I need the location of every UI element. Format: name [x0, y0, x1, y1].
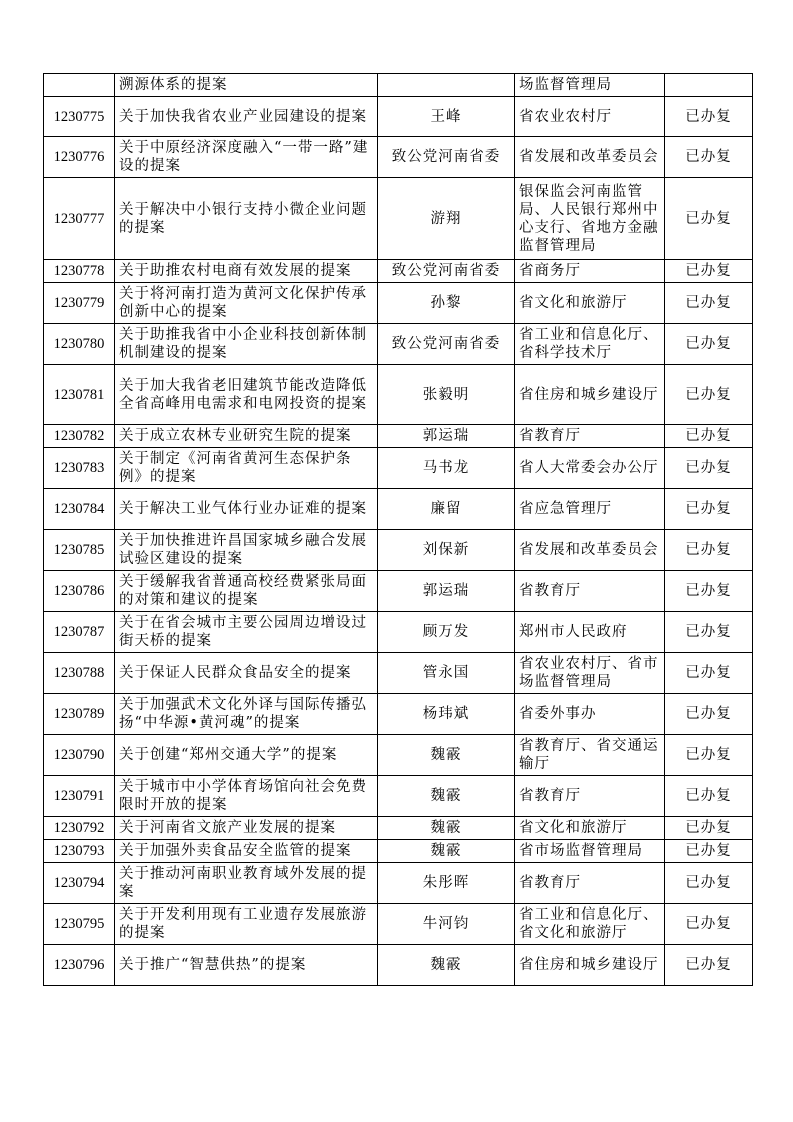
status-cell: 已办复 — [665, 137, 753, 178]
proposal-id-cell: 1230790 — [44, 735, 115, 776]
proposer-cell: 致公党河南省委 — [378, 260, 515, 283]
status-cell: 已办复 — [665, 817, 753, 840]
table-row — [44, 904, 753, 945]
proposal-id-cell: 1230777 — [44, 178, 115, 260]
proposal-title-cell: 关于河南省文旅产业发展的提案 — [115, 817, 378, 840]
table-row — [44, 776, 753, 817]
handler-cell: 场监督管理局 — [515, 74, 665, 97]
table-row — [44, 945, 753, 986]
handler-cell: 省文化和旅游厅 — [515, 283, 665, 324]
proposal-id-cell: 1230779 — [44, 283, 115, 324]
status-cell: 已办复 — [665, 178, 753, 260]
proposer-cell: 刘保新 — [378, 530, 515, 571]
table-row — [44, 735, 753, 776]
status-cell: 已办复 — [665, 365, 753, 425]
proposal-title-cell: 关于将河南打造为黄河文化保护传承创新中心的提案 — [115, 283, 378, 324]
status-cell: 已办复 — [665, 448, 753, 489]
proposal-table — [43, 73, 753, 986]
proposal-id-cell: 1230783 — [44, 448, 115, 489]
proposal-title-cell: 关于加快我省农业产业园建设的提案 — [115, 97, 378, 137]
proposal-title-cell: 溯源体系的提案 — [115, 74, 378, 97]
table-row — [44, 840, 753, 863]
proposal-title-cell: 关于加强外卖食品安全监管的提案 — [115, 840, 378, 863]
proposer-cell: 魏霰 — [378, 945, 515, 986]
proposer-cell: 朱彤晖 — [378, 863, 515, 904]
handler-cell: 省教育厅 — [515, 425, 665, 448]
status-cell: 已办复 — [665, 283, 753, 324]
proposer-cell: 杨玮斌 — [378, 694, 515, 735]
status-cell: 已办复 — [665, 571, 753, 612]
proposal-title-cell: 关于解决工业气体行业办证难的提案 — [115, 489, 378, 530]
table-row — [44, 817, 753, 840]
proposal-title-cell: 关于推广“智慧供热”的提案 — [115, 945, 378, 986]
handler-cell: 郑州市人民政府 — [515, 612, 665, 653]
handler-cell: 省住房和城乡建设厅 — [515, 945, 665, 986]
handler-cell: 省农业农村厅、省市场监督管理局 — [515, 653, 665, 694]
table-row — [44, 694, 753, 735]
proposer-cell: 马书龙 — [378, 448, 515, 489]
table-row — [44, 324, 753, 365]
proposal-id-cell: 1230792 — [44, 817, 115, 840]
proposal-title-cell: 关于保证人民群众食品安全的提案 — [115, 653, 378, 694]
table-row — [44, 425, 753, 448]
proposer-cell: 致公党河南省委 — [378, 137, 515, 178]
handler-cell: 省应急管理厅 — [515, 489, 665, 530]
handler-cell: 省文化和旅游厅 — [515, 817, 665, 840]
table-row — [44, 137, 753, 178]
handler-cell: 省教育厅 — [515, 571, 665, 612]
table-row — [44, 571, 753, 612]
proposal-title-cell: 关于加大我省老旧建筑节能改造降低全省高峰用电需求和电网投资的提案 — [115, 365, 378, 425]
status-cell: 已办复 — [665, 945, 753, 986]
proposal-id-cell: 1230784 — [44, 489, 115, 530]
status-cell: 已办复 — [665, 776, 753, 817]
proposer-cell: 王峰 — [378, 97, 515, 137]
proposal-title-cell: 关于助推我省中小企业科技创新体制机制建设的提案 — [115, 324, 378, 365]
proposal-id-cell: 1230787 — [44, 612, 115, 653]
status-cell: 已办复 — [665, 840, 753, 863]
handler-cell: 省工业和信息化厅、省文化和旅游厅 — [515, 904, 665, 945]
proposal-id-cell: 1230781 — [44, 365, 115, 425]
proposal-title-cell: 关于中原经济深度融入“一带一路”建设的提案 — [115, 137, 378, 178]
proposal-title-cell: 关于制定《河南省黄河生态保护条例》的提案 — [115, 448, 378, 489]
table-row — [44, 863, 753, 904]
status-cell — [665, 74, 753, 97]
proposal-id-cell: 1230796 — [44, 945, 115, 986]
status-cell: 已办复 — [665, 260, 753, 283]
proposal-title-cell: 关于缓解我省普通高校经费紧张局面的对策和建议的提案 — [115, 571, 378, 612]
proposal-title-cell: 关于城市中小学体育场馆向社会免费限时开放的提案 — [115, 776, 378, 817]
proposer-cell: 牛河钧 — [378, 904, 515, 945]
status-cell: 已办复 — [665, 324, 753, 365]
proposal-title-cell: 关于开发利用现有工业遗存发展旅游的提案 — [115, 904, 378, 945]
table-row — [44, 260, 753, 283]
status-cell: 已办复 — [665, 653, 753, 694]
proposal-id-cell: 1230788 — [44, 653, 115, 694]
proposal-title-cell: 关于加快推进许昌国家城乡融合发展试验区建设的提案 — [115, 530, 378, 571]
proposal-id-cell: 1230778 — [44, 260, 115, 283]
handler-cell: 省工业和信息化厅、省科学技术厅 — [515, 324, 665, 365]
proposal-id-cell: 1230794 — [44, 863, 115, 904]
handler-cell: 银保监会河南监管局、人民银行郑州中心支行、省地方金融监督管理局 — [515, 178, 665, 260]
proposer-cell: 管永国 — [378, 653, 515, 694]
proposal-id-cell: 1230776 — [44, 137, 115, 178]
proposer-cell: 孙黎 — [378, 283, 515, 324]
proposal-id-cell: 1230785 — [44, 530, 115, 571]
handler-cell: 省委外事办 — [515, 694, 665, 735]
table-row — [44, 612, 753, 653]
status-cell: 已办复 — [665, 425, 753, 448]
proposer-cell: 郭运瑞 — [378, 425, 515, 448]
proposer-cell: 游翔 — [378, 178, 515, 260]
proposer-cell: 魏霰 — [378, 840, 515, 863]
handler-cell: 省农业农村厅 — [515, 97, 665, 137]
table-row — [44, 74, 753, 97]
handler-cell: 省人大常委会办公厅 — [515, 448, 665, 489]
table-row — [44, 178, 753, 260]
proposal-title-cell: 关于在省会城市主要公园周边增设过街天桥的提案 — [115, 612, 378, 653]
proposal-title-cell: 关于加强武术文化外译与国际传播弘扬“中华源•黄河魂”的提案 — [115, 694, 378, 735]
table-row — [44, 653, 753, 694]
status-cell: 已办复 — [665, 97, 753, 137]
proposer-cell: 致公党河南省委 — [378, 324, 515, 365]
proposal-id-cell: 1230793 — [44, 840, 115, 863]
proposal-title-cell: 关于成立农林专业研究生院的提案 — [115, 425, 378, 448]
proposer-cell: 魏霰 — [378, 776, 515, 817]
proposal-id-cell: 1230789 — [44, 694, 115, 735]
table-row — [44, 448, 753, 489]
status-cell: 已办复 — [665, 904, 753, 945]
table-row — [44, 283, 753, 324]
proposal-id-cell: 1230782 — [44, 425, 115, 448]
proposal-id-cell: 1230791 — [44, 776, 115, 817]
handler-cell: 省教育厅 — [515, 776, 665, 817]
status-cell: 已办复 — [665, 863, 753, 904]
proposer-cell: 顾万发 — [378, 612, 515, 653]
status-cell: 已办复 — [665, 489, 753, 530]
proposal-title-cell: 关于助推农村电商有效发展的提案 — [115, 260, 378, 283]
handler-cell: 省教育厅 — [515, 863, 665, 904]
proposal-id-cell: 1230786 — [44, 571, 115, 612]
table-row — [44, 530, 753, 571]
status-cell: 已办复 — [665, 735, 753, 776]
status-cell: 已办复 — [665, 694, 753, 735]
proposal-title-cell: 关于推动河南职业教育域外发展的提案 — [115, 863, 378, 904]
proposal-id-cell: 1230780 — [44, 324, 115, 365]
handler-cell: 省教育厅、省交通运输厅 — [515, 735, 665, 776]
table-row — [44, 489, 753, 530]
status-cell: 已办复 — [665, 612, 753, 653]
proposal-id-cell: 1230775 — [44, 97, 115, 137]
table-row — [44, 365, 753, 425]
table-row — [44, 97, 753, 137]
handler-cell: 省商务厅 — [515, 260, 665, 283]
proposer-cell: 郭运瑞 — [378, 571, 515, 612]
proposal-id-cell — [44, 74, 115, 97]
proposal-title-cell: 关于解决中小银行支持小微企业问题的提案 — [115, 178, 378, 260]
handler-cell: 省住房和城乡建设厅 — [515, 365, 665, 425]
handler-cell: 省市场监督管理局 — [515, 840, 665, 863]
proposer-cell: 廉留 — [378, 489, 515, 530]
status-cell: 已办复 — [665, 530, 753, 571]
handler-cell: 省发展和改革委员会 — [515, 530, 665, 571]
proposal-table-body — [44, 74, 753, 986]
proposer-cell: 魏霰 — [378, 735, 515, 776]
proposal-id-cell: 1230795 — [44, 904, 115, 945]
handler-cell: 省发展和改革委员会 — [515, 137, 665, 178]
proposer-cell: 张毅明 — [378, 365, 515, 425]
proposer-cell — [378, 74, 515, 97]
proposer-cell: 魏霰 — [378, 817, 515, 840]
proposal-title-cell: 关于创建“郑州交通大学”的提案 — [115, 735, 378, 776]
